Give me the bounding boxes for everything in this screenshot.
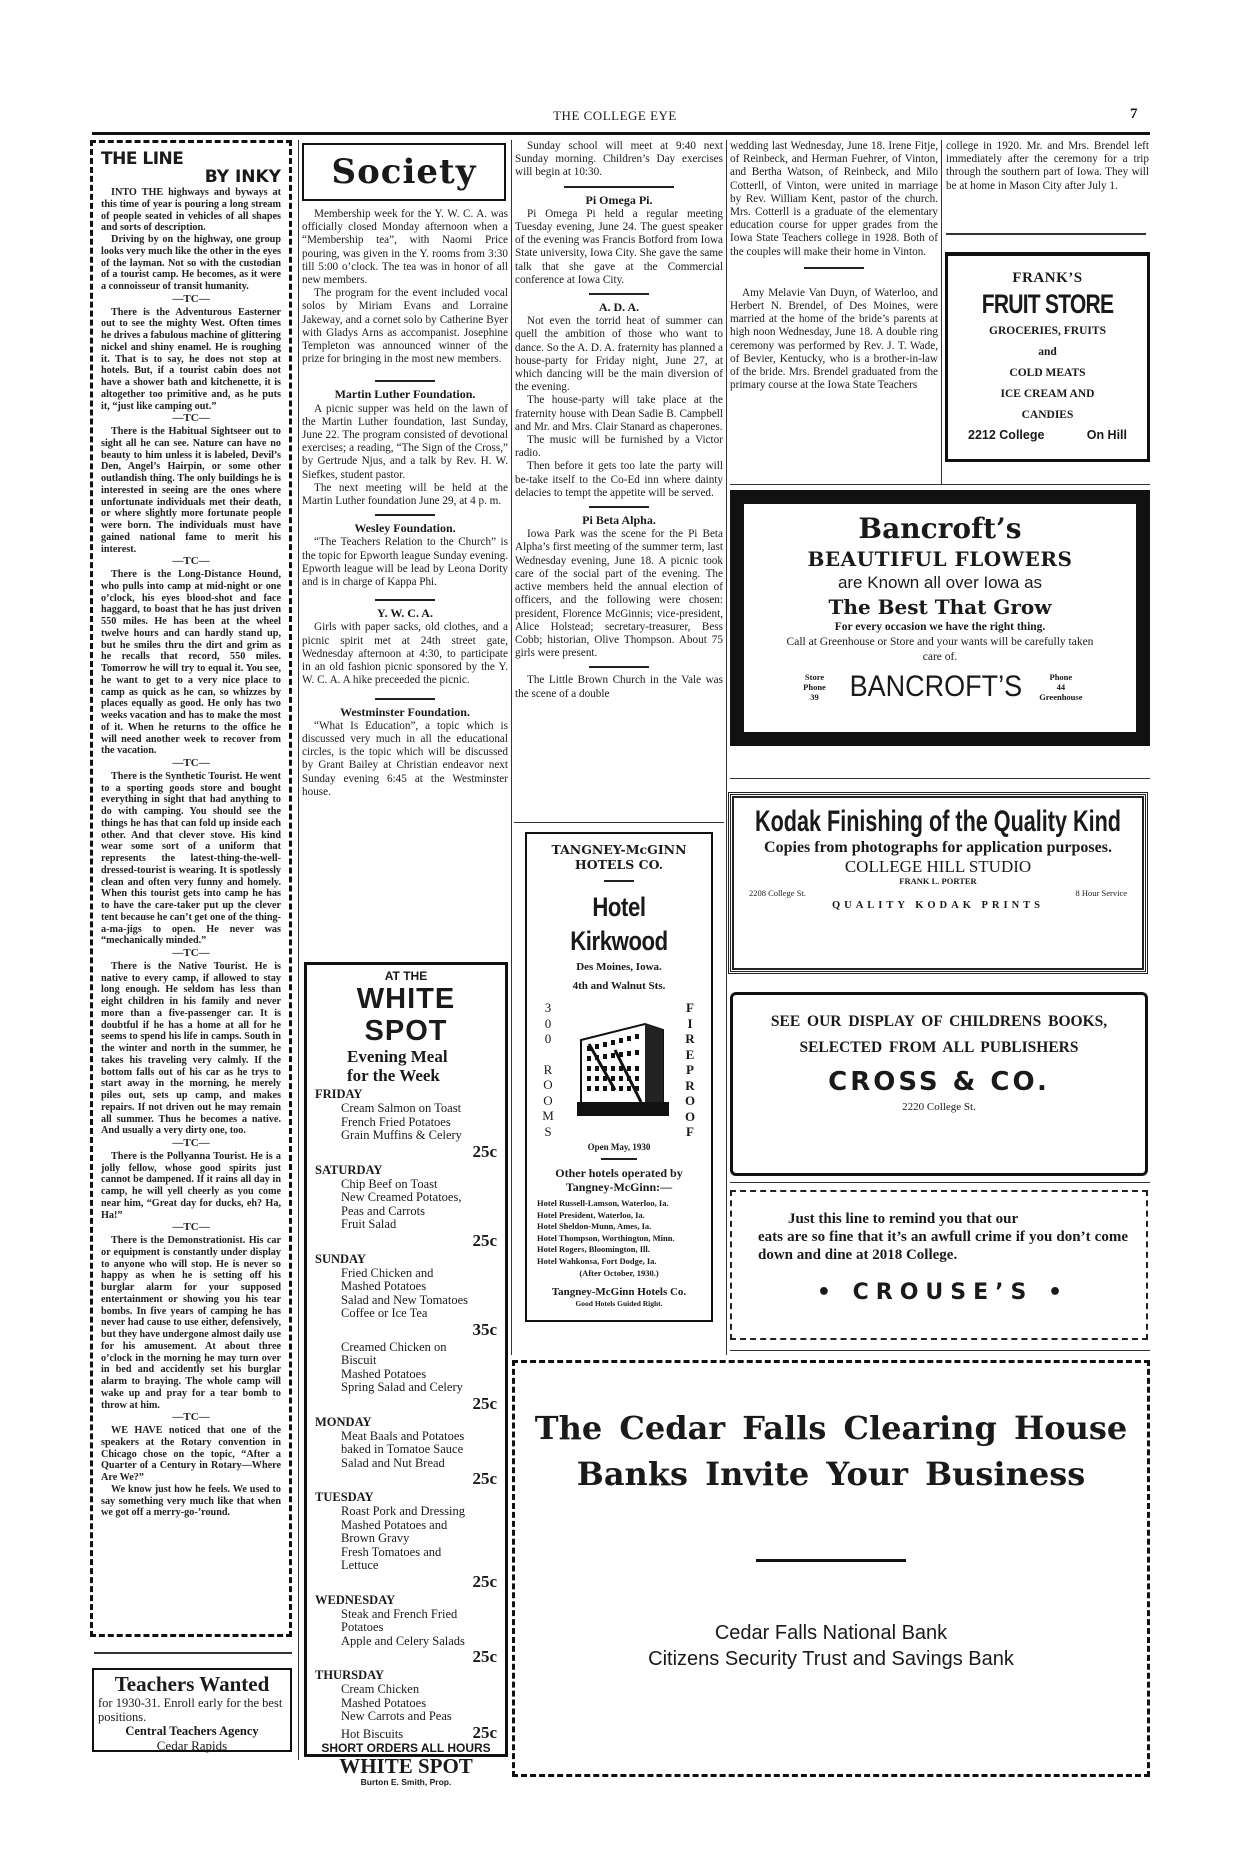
paragraph: Membership week for the Y. W. C. A. was officially closed Monday afternoon when a “Membership tea”, with Naomi Price pouring, was given in the Y. rooms from 3:30 till 5:00 o’clock. The tea was in honor of all new members. xyxy=(302,208,508,287)
paragraph: There is the Synthetic Tourist. He went to a sporting goods store and bought everything in sight that had anything to do with camping. You should see the things he has that can fold up inside each other. And that clever stove. His kind wear some sort of a uniform that represents the latest-thing-the-well-dressed-tourist is wearing. It is spotlessly clean and often very funny and homely. When this tourist gets into camp he has to have the care-taker put up the clever tent because he can’t get one of the thing-a-ma-jigs to open. He never was “mechanically minded.” xyxy=(101,770,281,947)
letter: O xyxy=(684,1108,696,1124)
divider xyxy=(94,1652,292,1654)
spacer xyxy=(541,1047,555,1062)
rule xyxy=(601,1158,637,1160)
phone-number: 39 xyxy=(810,692,819,702)
letter: P xyxy=(686,1062,694,1077)
section-rule xyxy=(564,186,674,188)
menu-day: TUESDAY xyxy=(315,1490,374,1504)
ad-body xyxy=(758,1210,1128,1264)
ad-owner: FRANK L. PORTER xyxy=(899,876,977,886)
ad-item: GROCERIES, FRUITS xyxy=(989,325,1106,337)
page-number: 7 xyxy=(1130,106,1138,122)
menu-item: Chip Beef on Toast xyxy=(341,1176,438,1191)
letter: I xyxy=(687,1015,693,1031)
menu-item: Potatoes xyxy=(341,1620,384,1634)
letter: 3 xyxy=(544,1000,552,1015)
menu-day: MONDAY xyxy=(315,1414,372,1429)
menu-price: 25c xyxy=(472,1141,497,1161)
letter: S xyxy=(544,1123,552,1139)
separator: —TC— xyxy=(172,1221,210,1234)
section-rule xyxy=(375,698,435,700)
hotel-illustration-area xyxy=(531,1000,707,1140)
divider xyxy=(730,1350,1150,1351)
franks-fruit-store-ad xyxy=(945,252,1150,462)
column-3 xyxy=(515,140,723,701)
ad-address: 4th and Walnut Sts. xyxy=(572,980,666,992)
paragraph: Then before it gets too late the party will be-take itself to the Co-Ed inn where dainty delacies to tempt the appetite will be served. xyxy=(515,460,723,499)
ad-line: Call at Greenhouse or Store and your wants will be carefully taken care of. xyxy=(786,636,1094,663)
crouses-ad xyxy=(730,1190,1148,1340)
list-item: Hotel Russell-Lamson, Waterloo, Ia. xyxy=(537,1198,669,1208)
paragraph: INTO THE highways and byways at this time of year is pouring a long stream of people seated in vehicles of all shapes and sorts of description. xyxy=(101,187,281,234)
section-heading: A. D. A. xyxy=(598,300,640,315)
label: Phone xyxy=(1049,672,1073,682)
divider xyxy=(946,233,1146,235)
section-rule xyxy=(589,293,649,295)
ad-body: for 1930-31. Enroll early for the best positions. xyxy=(98,1696,283,1724)
section-heading: Pi Omega Pi. xyxy=(585,192,653,207)
paragraph: Iowa Park was the scene for the Pi Beta Alpha’s first meeting of the summer term, last Wednesday evening, June 18. A picnic took care of the social part of the evening. The active members held the annual election of officers, and the following were chosen: president, Florence McGinnis; vice-president, Alice Holstead; secretary-treasurer, Bess Cobb; historian, Olive Thompson. About 75 girls were present. xyxy=(515,528,723,660)
ad-proprietor: Burton E. Smith, Prop. xyxy=(360,1776,452,1787)
menu-item: Biscuit xyxy=(341,1353,377,1367)
menu-item: baked in Tomatoe Sauce xyxy=(341,1442,464,1456)
column-divider xyxy=(511,140,512,1355)
ad-other-heading: Other hotels operated by Tangney-McGinn:— xyxy=(555,1166,683,1194)
ad-headline: BEAUTIFUL FLOWERS xyxy=(807,547,1073,571)
society-column xyxy=(302,208,508,799)
section-heading: Martin Luther Foundation. xyxy=(334,387,476,402)
menu-item: Fried Chicken and xyxy=(341,1265,434,1280)
paragraph: Not even the torrid heat of summer can quell the ambition of those who want to dance. So the A. D. A. fraternity has planned a house-party for Friday night, June 27, at which dancing will be the main diversion of the evening. xyxy=(515,315,723,394)
menu-item: Salad and Nut Bread xyxy=(341,1455,445,1470)
the-line-column xyxy=(90,140,292,1637)
menu-item: Hot Biscuits xyxy=(341,1726,404,1741)
ad-note: (After October, 1930.) xyxy=(579,1267,659,1278)
section-heading: Pi Beta Alpha. xyxy=(582,513,656,528)
ad-item: and xyxy=(1038,346,1057,358)
cross-and-co-ad xyxy=(730,992,1148,1176)
ad-body-first-line: Just this line to remind you that our xyxy=(788,1211,1019,1227)
menu-item: Mashed Potatoes and xyxy=(341,1517,448,1532)
ad-name: CROSS & CO. xyxy=(828,1067,1050,1097)
list-item: Hotel President, Waterloo, Ia. xyxy=(537,1209,645,1220)
ad-info-row xyxy=(731,888,1145,898)
ad-hotel-name: Hotel Kirkwood xyxy=(570,892,668,956)
menu-item: Meat Baals and Potatoes xyxy=(341,1428,465,1443)
letter: R xyxy=(543,1061,553,1077)
paragraph: There is the Long-Distance Hound, who pulls into camp at mid-night or one o’clock, his eyes blood-shot and face haggard, to boast that he has just driven 550 miles. He has been at the wheel twelve hours and can hardly stand up, but he smiles thru the dirt and grim as he recalls that record, 550 miles. Tomorrow he will try to equal it. You see, he want to get to a very nice place to camp as quick as he can, so whizzes by places equally as good. He only has two weeks vacation and has to make the most of it. When he returns to the office he will need another week to recover from the vacation. xyxy=(101,569,281,757)
paragraph: There is the Adventurous Easterner out to see the mighty West. Often times he drives a fabulous machine of glittering nickel and shiny enamel. He is roughing it. That is to say, he does not stop at hotels. But, if a tourist cabin does not have a shower bath and kitchenette, it is altogether too primitive and, as he puts it, “just like camping out.” xyxy=(101,306,281,412)
section-rule xyxy=(589,666,649,668)
separator: —TC— xyxy=(172,757,210,769)
letter: O xyxy=(543,1092,553,1108)
label: Greenhouse xyxy=(1039,692,1083,702)
menu-item: New Creamed Potatoes, xyxy=(341,1190,462,1204)
bank-name: Cedar Falls National Bank xyxy=(714,1622,948,1644)
paragraph: “What Is Education”, a topic which is discussed very much in all the educational circles, is the topic which will be discussed by Grant Bailey at Christian endeavor next Sunday evening 6:45 at the Westminster house. xyxy=(302,719,508,798)
ad-headline: Banks Invite Your Business xyxy=(576,1455,1086,1493)
divider xyxy=(730,484,1150,485)
ad-service: 8 Hour Service xyxy=(1075,888,1127,898)
section-rule xyxy=(804,267,864,269)
list-item: Hotel Rogers, Bloomington, Ill. xyxy=(537,1244,650,1255)
ad-city: Des Moines, Iowa. xyxy=(576,961,662,973)
menu-item: New Carrots and Peas xyxy=(341,1709,452,1723)
ad-address: 2220 College St. xyxy=(902,1101,976,1113)
menu-day: SATURDAY xyxy=(315,1162,383,1177)
ad-title: Teachers Wanted xyxy=(114,1672,270,1696)
menu-item: Grain Muffins & Celery xyxy=(341,1128,462,1142)
divider xyxy=(730,778,1150,779)
ad-footer-name: WHITE SPOT xyxy=(339,1753,473,1778)
menu-item: Spring Salad and Celery xyxy=(341,1380,463,1394)
column-5 xyxy=(946,140,1149,193)
ad-name: FRANK’S xyxy=(1012,270,1083,286)
list-item: Hotel Thompson, Worthington, Minn. xyxy=(537,1232,675,1243)
menu-item: Peas and Carrots xyxy=(341,1203,426,1218)
separator: —TC— xyxy=(172,412,210,425)
section-rule xyxy=(375,599,435,601)
menu-day: SUNDAY xyxy=(315,1251,366,1266)
ad-studio: COLLEGE HILL STUDIO xyxy=(844,857,1032,876)
letter: 0 xyxy=(544,1015,552,1031)
ad-footer-row xyxy=(744,671,1136,703)
bancroft-flowers-ad xyxy=(730,490,1150,746)
paragraph: college in 1920. Mr. and Mrs. Brendel left immediately after the ceremony for a trip through the southern part of Iowa. They will be at home in Mason City after July 1. xyxy=(946,140,1149,192)
paragraph: WE HAVE noticed that one of the speakers at the Rotary convention in Chicago chose on the topic, “After a Quarter of a Century in Rotary—Where Are We?” xyxy=(101,1425,281,1483)
section-heading: Wesley Foundation. xyxy=(354,521,456,536)
menu-item: Mashed Potatoes xyxy=(341,1366,427,1381)
separator: —TC— xyxy=(172,292,210,305)
separator: —TC— xyxy=(172,555,210,568)
the-line-body xyxy=(101,187,281,1519)
kodak-studio-ad xyxy=(728,792,1148,974)
society-masthead: Society xyxy=(302,143,506,201)
white-spot-ad xyxy=(304,962,508,1787)
column-title: THE LINE xyxy=(101,149,184,169)
menu-item: Cream Chicken xyxy=(341,1682,420,1696)
ad-title: FRUIT STORE xyxy=(981,289,1114,319)
section-heading: Westminster Foundation. xyxy=(340,704,470,719)
separator: —TC— xyxy=(172,1137,210,1149)
divider xyxy=(730,1182,1150,1183)
paragraph: Girls with paper sacks, old clothes, and a picnic spirit met at 24th street gate, Wednesday afternoon at 4:30, to participate in an old fashion picnic sponsored by the Y. W. C. A. A hike preceeded the picnic. xyxy=(302,621,508,687)
ad-city: Cedar Rapids xyxy=(156,1738,228,1753)
ad-kicker: AT THE xyxy=(384,969,428,983)
section-rule xyxy=(375,380,435,382)
fireproof-vertical xyxy=(683,1000,697,1140)
rule xyxy=(604,880,634,882)
section-rule xyxy=(375,514,435,516)
paragraph: The next meeting will be held at the Martin Luther foundation June 29, at 4 p. m. xyxy=(302,481,508,508)
menu-price: 25c xyxy=(472,1571,497,1591)
ad-footer-sub: Good Hotels Guided Right. xyxy=(575,1299,663,1309)
ad-line: For every occasion we have the right thing. xyxy=(834,621,1046,633)
letter: F xyxy=(686,1000,694,1015)
menu-price: 35c xyxy=(472,1319,497,1339)
column-divider xyxy=(298,140,299,1760)
rooms-vertical xyxy=(541,1000,555,1139)
hotel-building-icon xyxy=(575,1020,671,1125)
letter: E xyxy=(685,1046,695,1062)
clearing-house-banks-ad xyxy=(512,1360,1150,1777)
paragraph: The program for the event included vocal solos by Miriam Evans and Lorraine Jakeway, and a cornet solo by Catherine Byer with Gladys Arns as accompanist. Josephine Templeton was announced winner of the prize for bringing in the most new members. xyxy=(302,287,508,366)
column-divider xyxy=(726,140,727,1355)
letter: F xyxy=(686,1124,694,1139)
ad-footer: QUALITY KODAK PRINTS xyxy=(831,900,1045,911)
menu-price: 25c xyxy=(472,1230,497,1250)
newspaper-name: THE COLLEGE EYE xyxy=(553,108,677,123)
menu-item: Fresh Tomatoes and xyxy=(341,1544,442,1559)
menu-day: THURSDAY xyxy=(315,1668,385,1682)
menu-item: Brown Gravy xyxy=(341,1531,410,1545)
menu-item: Mashed Potatoes xyxy=(341,1695,427,1710)
label: Store Phone xyxy=(803,672,826,692)
separator: —TC— xyxy=(172,947,210,959)
ad-body: SEE OUR DISPLAY OF CHILDRENS BOOKS, SELECTED FROM ALL PUBLISHERS xyxy=(770,1013,1108,1056)
paragraph: There is the Habitual Sightseer out to sight all he can see. Nature can have no beauty to him unless it is labeled, Devil’s Den, Angel’s Hairpin, or some other outlandish thing. The only buildings he is interested in seeing are the ones where unfortunate individuals met their death, or where slightly more fortunate people were born. The individuals must have gained national fame to merit his interest. xyxy=(101,426,281,555)
ad-subtitle: for the Week xyxy=(347,1066,440,1085)
rule xyxy=(756,1559,906,1562)
ad-line: Copies from photographs for application purposes. xyxy=(764,839,1112,856)
menu-item: Fruit Salad xyxy=(341,1217,397,1231)
menu-item: Steak and French Fried xyxy=(341,1606,458,1621)
menu-price: 25c xyxy=(472,1469,497,1488)
ad-headline: The Cedar Falls Clearing House xyxy=(534,1409,1128,1447)
menu-item: French Fried Potatoes xyxy=(341,1114,451,1129)
letter: R xyxy=(685,1077,695,1093)
paragraph: There is the Native Tourist. He is native to every camp, if allowed to stay long enough. He seldom has less than eight children in his family and never more than a five-passenger car. It is doubtful if he has a home at all for he seems to spend his life in camps. South in the winter and north in the summer, he takes his traveling very calmly. If the bottom falls out of his car as he trys to start away in the morning, he merely piles out, sets up camp, and makes repairs. If not driven out he may remain all summer. Thus he becomes a native. And usually a very dirty one, too. xyxy=(101,960,281,1137)
ad-title: WHITE SPOT xyxy=(356,983,456,1047)
teachers-wanted-ad xyxy=(92,1668,292,1752)
menu-item: Creamed Chicken on xyxy=(341,1339,447,1354)
menu-price: 25c xyxy=(472,1722,497,1742)
store-phone xyxy=(798,672,832,702)
letter: O xyxy=(543,1077,553,1092)
ad-item: CANDIES xyxy=(1021,409,1074,421)
divider xyxy=(514,822,724,823)
menu-item: Lettuce xyxy=(341,1558,379,1572)
tangney-mcginn-ad xyxy=(525,832,713,1322)
column-4 xyxy=(730,140,938,392)
paragraph: wedding last Wednesday, June 18. Irene Fitje, of Reinbeck, and Herman Fuehrer, of Vinton, and Bertha Watson, of Reinbeck, and Milo Cotterll, of Vinton, were united in marriage by Rev. William Kent, pastor of the church. Mrs. Cotterll is a graduate of the elementary education course for upper grades from the Iowa State Teachers college in 1928. Both of the couples will make their home in Vinton. xyxy=(730,140,938,258)
menu-item: Salad and New Tomatoes xyxy=(341,1292,468,1307)
menu-day: FRIDAY xyxy=(315,1087,363,1101)
paragraph: A picnic supper was held on the lawn of the Martin Luther foundation, last Sunday, June 22. The program consisted of devotional exercises; a reading, “The Sign of the Cross,” by Gertrude Njus, and a talk by Rev. H. W. Siefkes, student pastor. xyxy=(302,402,508,481)
ad-address: 2212 College xyxy=(968,428,1045,442)
ad-item: COLD MEATS xyxy=(1009,367,1086,379)
paragraph: The Little Brown Church in the Vale was the scene of a double xyxy=(515,674,723,700)
letter: 0 xyxy=(544,1031,552,1046)
ad-name: Bancroft’s xyxy=(858,512,1022,545)
paragraph: The music will be furnished by a Victor radio. xyxy=(515,434,723,460)
separator: —TC— xyxy=(172,1411,210,1424)
ad-big-name: BANCROFT’S xyxy=(849,670,1022,703)
ad-slogan: The Best That Grow xyxy=(828,595,1052,619)
ad-name: • CROUSE’S • xyxy=(816,1280,1070,1305)
menu-last-row xyxy=(315,1724,497,1742)
menu-item: Cream Salmon on Toast xyxy=(341,1101,462,1115)
ad-subtitle: Evening Meal xyxy=(347,1047,448,1066)
letter: O xyxy=(684,1093,696,1108)
letter: M xyxy=(542,1108,554,1123)
ad-address: 2208 College St. xyxy=(749,888,806,898)
paragraph: Sunday school will meet at 9:40 next Sunday morning. Children’s Day exercises will begin at 10:30. xyxy=(515,140,723,179)
menu-item: Mashed Potatoes xyxy=(341,1279,427,1293)
paragraph: We know just how he feels. We used to say something very much like that when we got off a merry-go-’round. xyxy=(101,1483,281,1519)
letter: R xyxy=(685,1031,695,1046)
paragraph: The house-party will take place at the fraternity house with Dean Sadie B. Campbell and Mr. and Mrs. Clair Stanard as chaperones. xyxy=(515,394,723,433)
menu-price: 25c xyxy=(472,1393,497,1413)
bank-name: Citizens Security Trust and Savings Bank xyxy=(648,1648,1014,1670)
ad-opened: Open May, 1930 xyxy=(587,1142,651,1152)
ad-item: ICE CREAM AND xyxy=(1000,388,1095,400)
column-byline: BY INKY xyxy=(204,167,281,187)
ad-body-rest: eats are so fine that it’s an awfull crime if you don’t come down and dine at 2018 College. xyxy=(758,1229,1128,1263)
list-item: Hotel Wahkonsa, Fort Dodge, Ia. xyxy=(537,1255,657,1266)
hotel-list xyxy=(531,1198,707,1268)
paragraph: “The Teachers Relation to the Church” is the topic for Epworth league Sunday evening. Epworth league will be lead by Leona Dority and is in charge of Kappa Phi. xyxy=(302,536,508,589)
paragraph: There is the Pollyanna Tourist. He is a jolly fellow, whose good spirits just cannot be dampened. If it rains all day in camp, he will yell cheerly as you come near him, “Great day for ducks, eh? Ha, Ha!” xyxy=(101,1150,281,1221)
column-divider xyxy=(941,140,942,485)
header-rule xyxy=(92,132,1150,135)
menu-price: 25c xyxy=(472,1647,497,1666)
short-orders: SHORT ORDERS ALL HOURS xyxy=(321,1740,491,1755)
ad-location: On Hill xyxy=(1086,428,1127,442)
menu-item: Apple and Celery Salads xyxy=(341,1633,465,1648)
paragraph: There is the Demonstrationist. His car or equipment is constantly under display to anyone who will stop. He is never so happy as when he is setting off his burglar alarm for your supposed entertainment or showing you his tear bombs. In five years of camping he has never had cause to use either, defensively, but they have undergone almost daily use for his amusement. At about three o’clock in the morning he may turn over in bed and accidently set his burglar alarm to braying. The whole camp will wake up and pray for a tear bomb to throw at him. xyxy=(101,1235,281,1411)
ad-company: TANGNEY-McGINN HOTELS CO. xyxy=(551,842,687,872)
paragraph: Amy Melavie Van Duyn, of Waterloo, and Herbert N. Brendel, of Des Moines, were married at the home of the bride’s parents at high noon Wednesday, June 18. A double ring ceremony was performed by Rev. J. T. Wade, of Bevier, Kentucky, who is a brother-in-law of the bride. Mrs. Brendel graduated from the primary course at the Iowa State Teachers xyxy=(730,286,938,392)
menu-item: Roast Pork and Dressing xyxy=(341,1504,465,1518)
phone-number: 44 xyxy=(1056,682,1066,692)
ad-headline: Kodak Finishing of the Quality Kind xyxy=(754,805,1122,838)
ad-address-row xyxy=(948,428,1147,442)
greenhouse-phone xyxy=(1039,672,1082,702)
menu-day: WEDNESDAY xyxy=(315,1592,396,1607)
paragraph: Driving by on the highway, one group looks very much like the other in the eyes of the layman. Not so with the custodian of a tourist camp. He becomes, as it were a connoisseur of transit humanity. xyxy=(101,234,281,292)
paragraph: Pi Omega Pi held a regular meeting Tuesday evening, June 24. The guest speaker of the evening was Francis Botford from Iowa State university, Iowa City. She gave the same talk that she gave at the Commercial conference at Iowa City. xyxy=(515,207,723,286)
section-rule xyxy=(589,506,649,508)
menu-item: Coffee or Ice Tea xyxy=(341,1306,428,1320)
list-item: Hotel Sheldon-Munn, Ames, Ia. xyxy=(537,1221,652,1232)
section-heading: Y. W. C. A. xyxy=(377,606,433,621)
ad-footer: Tangney-McGinn Hotels Co. xyxy=(551,1286,687,1299)
ad-agency: Central Teachers Agency xyxy=(125,1724,259,1738)
ad-line: are Known all over Iowa as xyxy=(837,573,1043,592)
